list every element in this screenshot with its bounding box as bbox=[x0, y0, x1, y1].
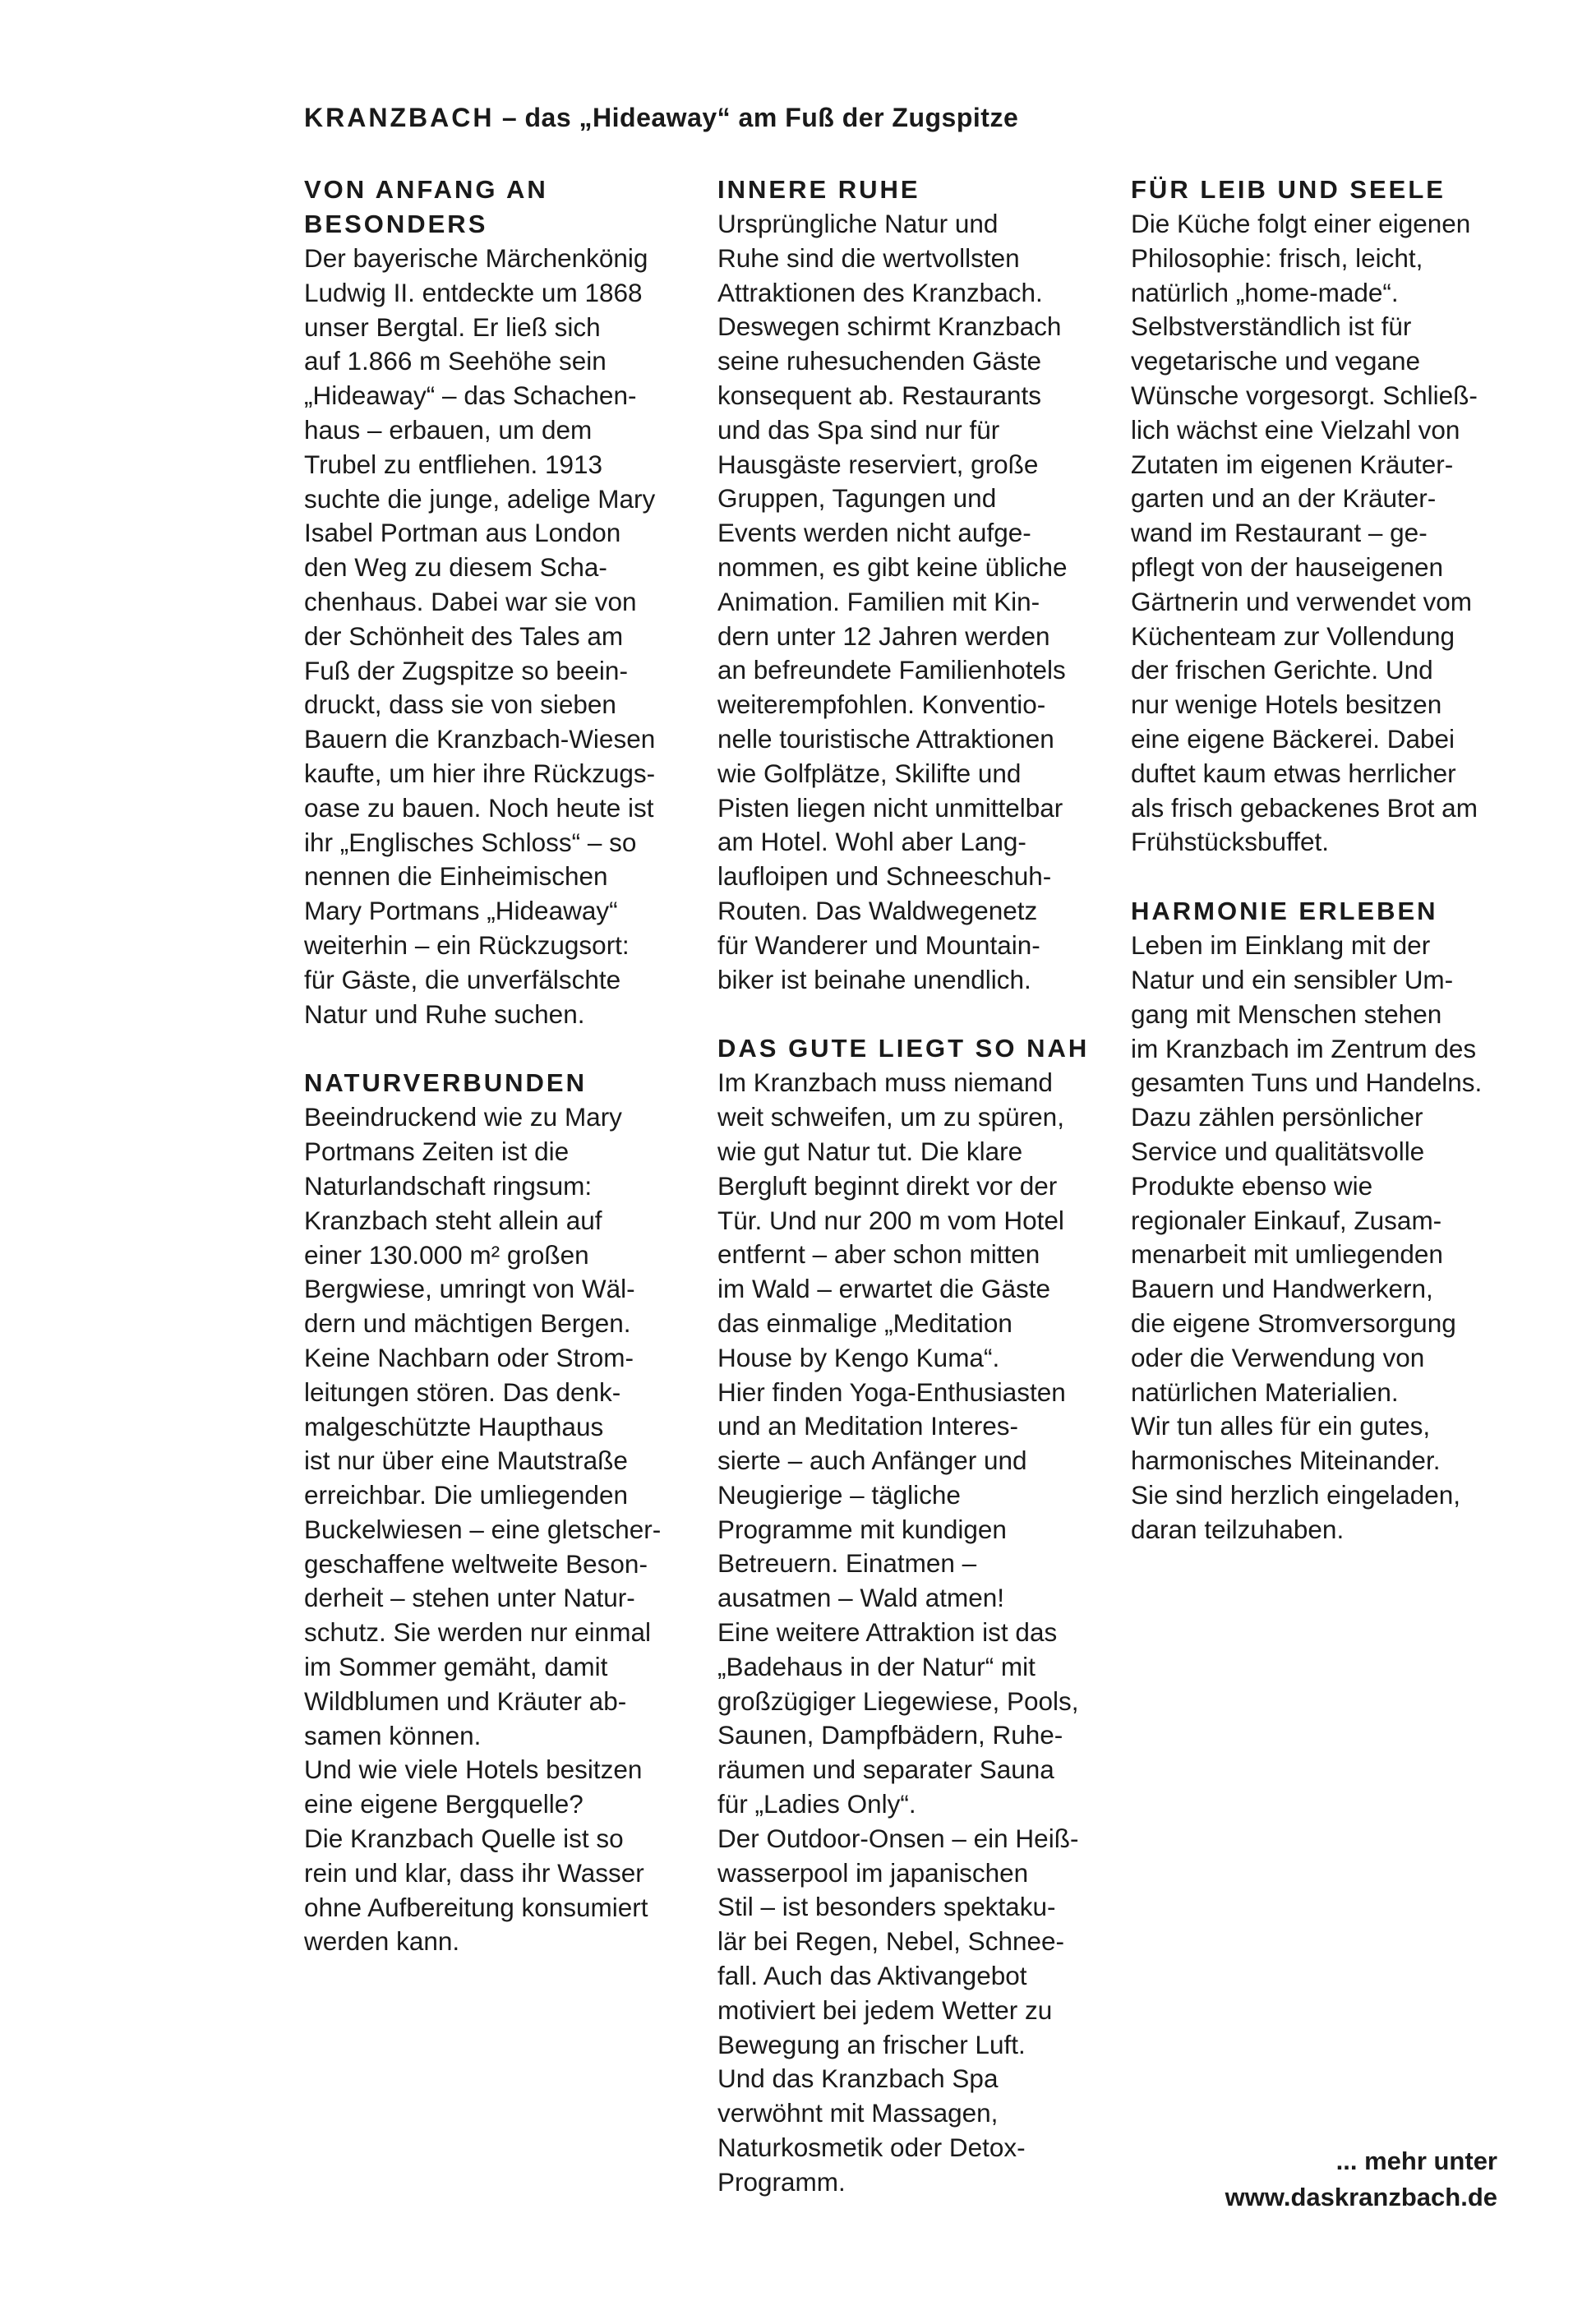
section-body: Die Küche folgt einer eigenen Philosophie: frisch, leicht, natürlich „home-made“. Selbstverständlich ist für vegetarische und vegane Wünsche vorgesorgt. Schließ- lich wächst eine Vielzahl von Zutaten im eigenen Kräuter- garten und an der Kräuter- wand im Restaurant – ge- pflegt von der hauseigenen Gärtnerin und verwendet vom Küchenteam zur Vollendung der frischen Gerichte. Und nur wenige Hotels besitzen eine eigene Bäckerei. Dabei duftet kaum etwas herrlicher als frisch gebackenes Brot am Frühstücksbuffet. bbox=[1131, 209, 1478, 857]
section-heading: NATURVERBUNDEN bbox=[304, 1068, 587, 1098]
section-body: Im Kranzbach muss niemand weit schweifen, um zu spüren, wie gut Natur tut. Die klare Bergluft beginnt direkt vor der Tür. Und nur 200 m vom Hotel entfernt – aber schon mitten im Wald – erwartet die Gäste das einmalige „Meditation House by Kengo Kuma“. Hier finden Yoga-Enthusiasten und an Meditation Interes- sierte – auch Anfänger und Neugierige – tägliche Programme mit kundigen Betreuern. Einatmen – ausatmen – Wald atmen! Eine weitere Attraktion ist das „Badehaus in der Natur“ mit großzügiger Liegewiese, Pools, Saunen, Dampfbädern, Ruhe- räumen und separater Sauna für „Ladies Only“. Der Outdoor-Onsen – ein Heiß- wasserpool im japanischen Stil – ist besonders spektaku- lär bei Regen, Nebel, Schnee- fall. Auch das Aktivangebot motiviert bei jedem Wetter zu Bewegung an frischer Luft. Und das Kranzbach Spa verwöhnt mit Massagen, Naturkosmetik oder Detox- Programm. bbox=[717, 1067, 1079, 2197]
section-von-anfang-an bbox=[304, 173, 699, 1031]
footer bbox=[1225, 2143, 1497, 2216]
section-innere-ruhe bbox=[717, 173, 1112, 997]
text-column-3 bbox=[1131, 173, 1525, 1581]
section-heading: FÜR LEIB UND SEELE bbox=[1131, 175, 1446, 204]
website-link[interactable]: www.daskranzbach.de bbox=[1225, 2183, 1497, 2211]
section-heading: VON ANFANG AN BESONDERS bbox=[304, 175, 548, 238]
section-heading: DAS GUTE LIEGT SO NAH bbox=[717, 1034, 1090, 1063]
text-column-1 bbox=[304, 173, 699, 1994]
section-body: Beeindruckend wie zu Mary Portmans Zeiten ist die Naturlandschaft ringsum: Kranzbach steht allein auf einer 130.000 m² großen Bergwiese, umringt von Wäl- dern und mächtigen Bergen. Keine Nachbarn oder Strom- leitungen stören. Das denk- malgeschützte Haupthaus ist nur über eine Mautstraße erreichbar. Die umliegenden Buckelwiesen – eine gletscher- geschaffene weltweite Beson- derheit – stehen unter Natur- schutz. Sie werden nur einmal im Sommer gemäht, damit Wildblumen und Kräuter ab- samen können. Und wie viele Hotels besitzen eine eigene Bergquelle? Die Kranzbach Quelle ist so rein und klar, dass ihr Wasser ohne Aufbereitung konsumiert werden kann. bbox=[304, 1102, 662, 1957]
section-naturverbunden bbox=[304, 1066, 699, 1959]
footer-more-label: ... mehr unter bbox=[1335, 2147, 1497, 2175]
section-fuer-leib-und-seele bbox=[1131, 173, 1525, 860]
section-das-gute-liegt-so-nah bbox=[717, 1031, 1112, 2199]
text-column-2 bbox=[717, 173, 1112, 2234]
section-heading: INNERE RUHE bbox=[717, 175, 920, 204]
section-heading: HARMONIE ERLEBEN bbox=[1131, 897, 1438, 926]
section-body: Leben im Einklang mit der Natur und ein sensibler Um- gang mit Menschen stehen im Kranzbach im Zentrum des gesamten Tuns und Handelns. Dazu zählen persönlicher Service und qualitätsvolle Produkte ebenso wie regionaler Einkauf, Zusam- menarbeit mit umliegenden Bauern und Handwerkern, die eigene Stromversorgung oder die Verwendung von natürlichen Materialien. Wir tun alles für ein gutes, harmonisches Miteinander. Sie sind herzlich eingeladen, daran teilzuhaben. bbox=[1131, 930, 1483, 1544]
page-title bbox=[304, 103, 1018, 133]
section-harmonie-erleben bbox=[1131, 894, 1525, 1547]
section-body: Ursprüngliche Natur und Ruhe sind die wertvollsten Attraktionen des Kranzbach. Deswegen schirmt Kranzbach seine ruhesuchenden Gäste konsequent ab. Restaurants und das Spa sind nur für Hausgäste reserviert, große Gruppen, Tagungen und Events werden nicht aufge- nommen, es gibt keine übliche Animation. Familien mit Kin- dern unter 12 Jahren werden an befreundete Familienhotels weiterempfohlen. Konventio- nelle touristische Attraktionen wie Golfplätze, Skilifte und Pisten liegen nicht unmittelbar am Hotel. Wohl aber Lang- laufloipen und Schneeschuh- Routen. Das Waldwegenetz für Wanderer und Mountain- biker ist beinahe unendlich. bbox=[717, 209, 1068, 994]
section-body: Der bayerische Märchenkönig Ludwig II. entdeckte um 1868 unser Bergtal. Er ließ sich auf 1.866 m Seehöhe sein „Hideaway“ – das Schachen- haus – erbauen, um dem Trubel zu entfliehen. 1913 suchte die junge, adelige Mary Isabel Portman aus London den Weg zu diesem Scha- chenhaus. Dabei war sie von der Schönheit des Tales am Fuß der Zugspitze so beein- druckt, dass sie von sieben Bauern die Kranzbach-Wiesen kaufte, um hier ihre Rückzugs- oase zu bauen. Noch heute ist ihr „Englisches Schloss“ – so nennen die Einheimischen Mary Portmans „Hideaway“ weiterhin – ein Rückzugsort: für Gäste, die unverfälschte Natur und Ruhe suchen. bbox=[304, 243, 656, 1029]
page-subtitle: – das „Hideaway“ am Fuß der Zugspitze bbox=[501, 103, 1019, 132]
brand-name: KRANZBACH bbox=[304, 103, 495, 132]
